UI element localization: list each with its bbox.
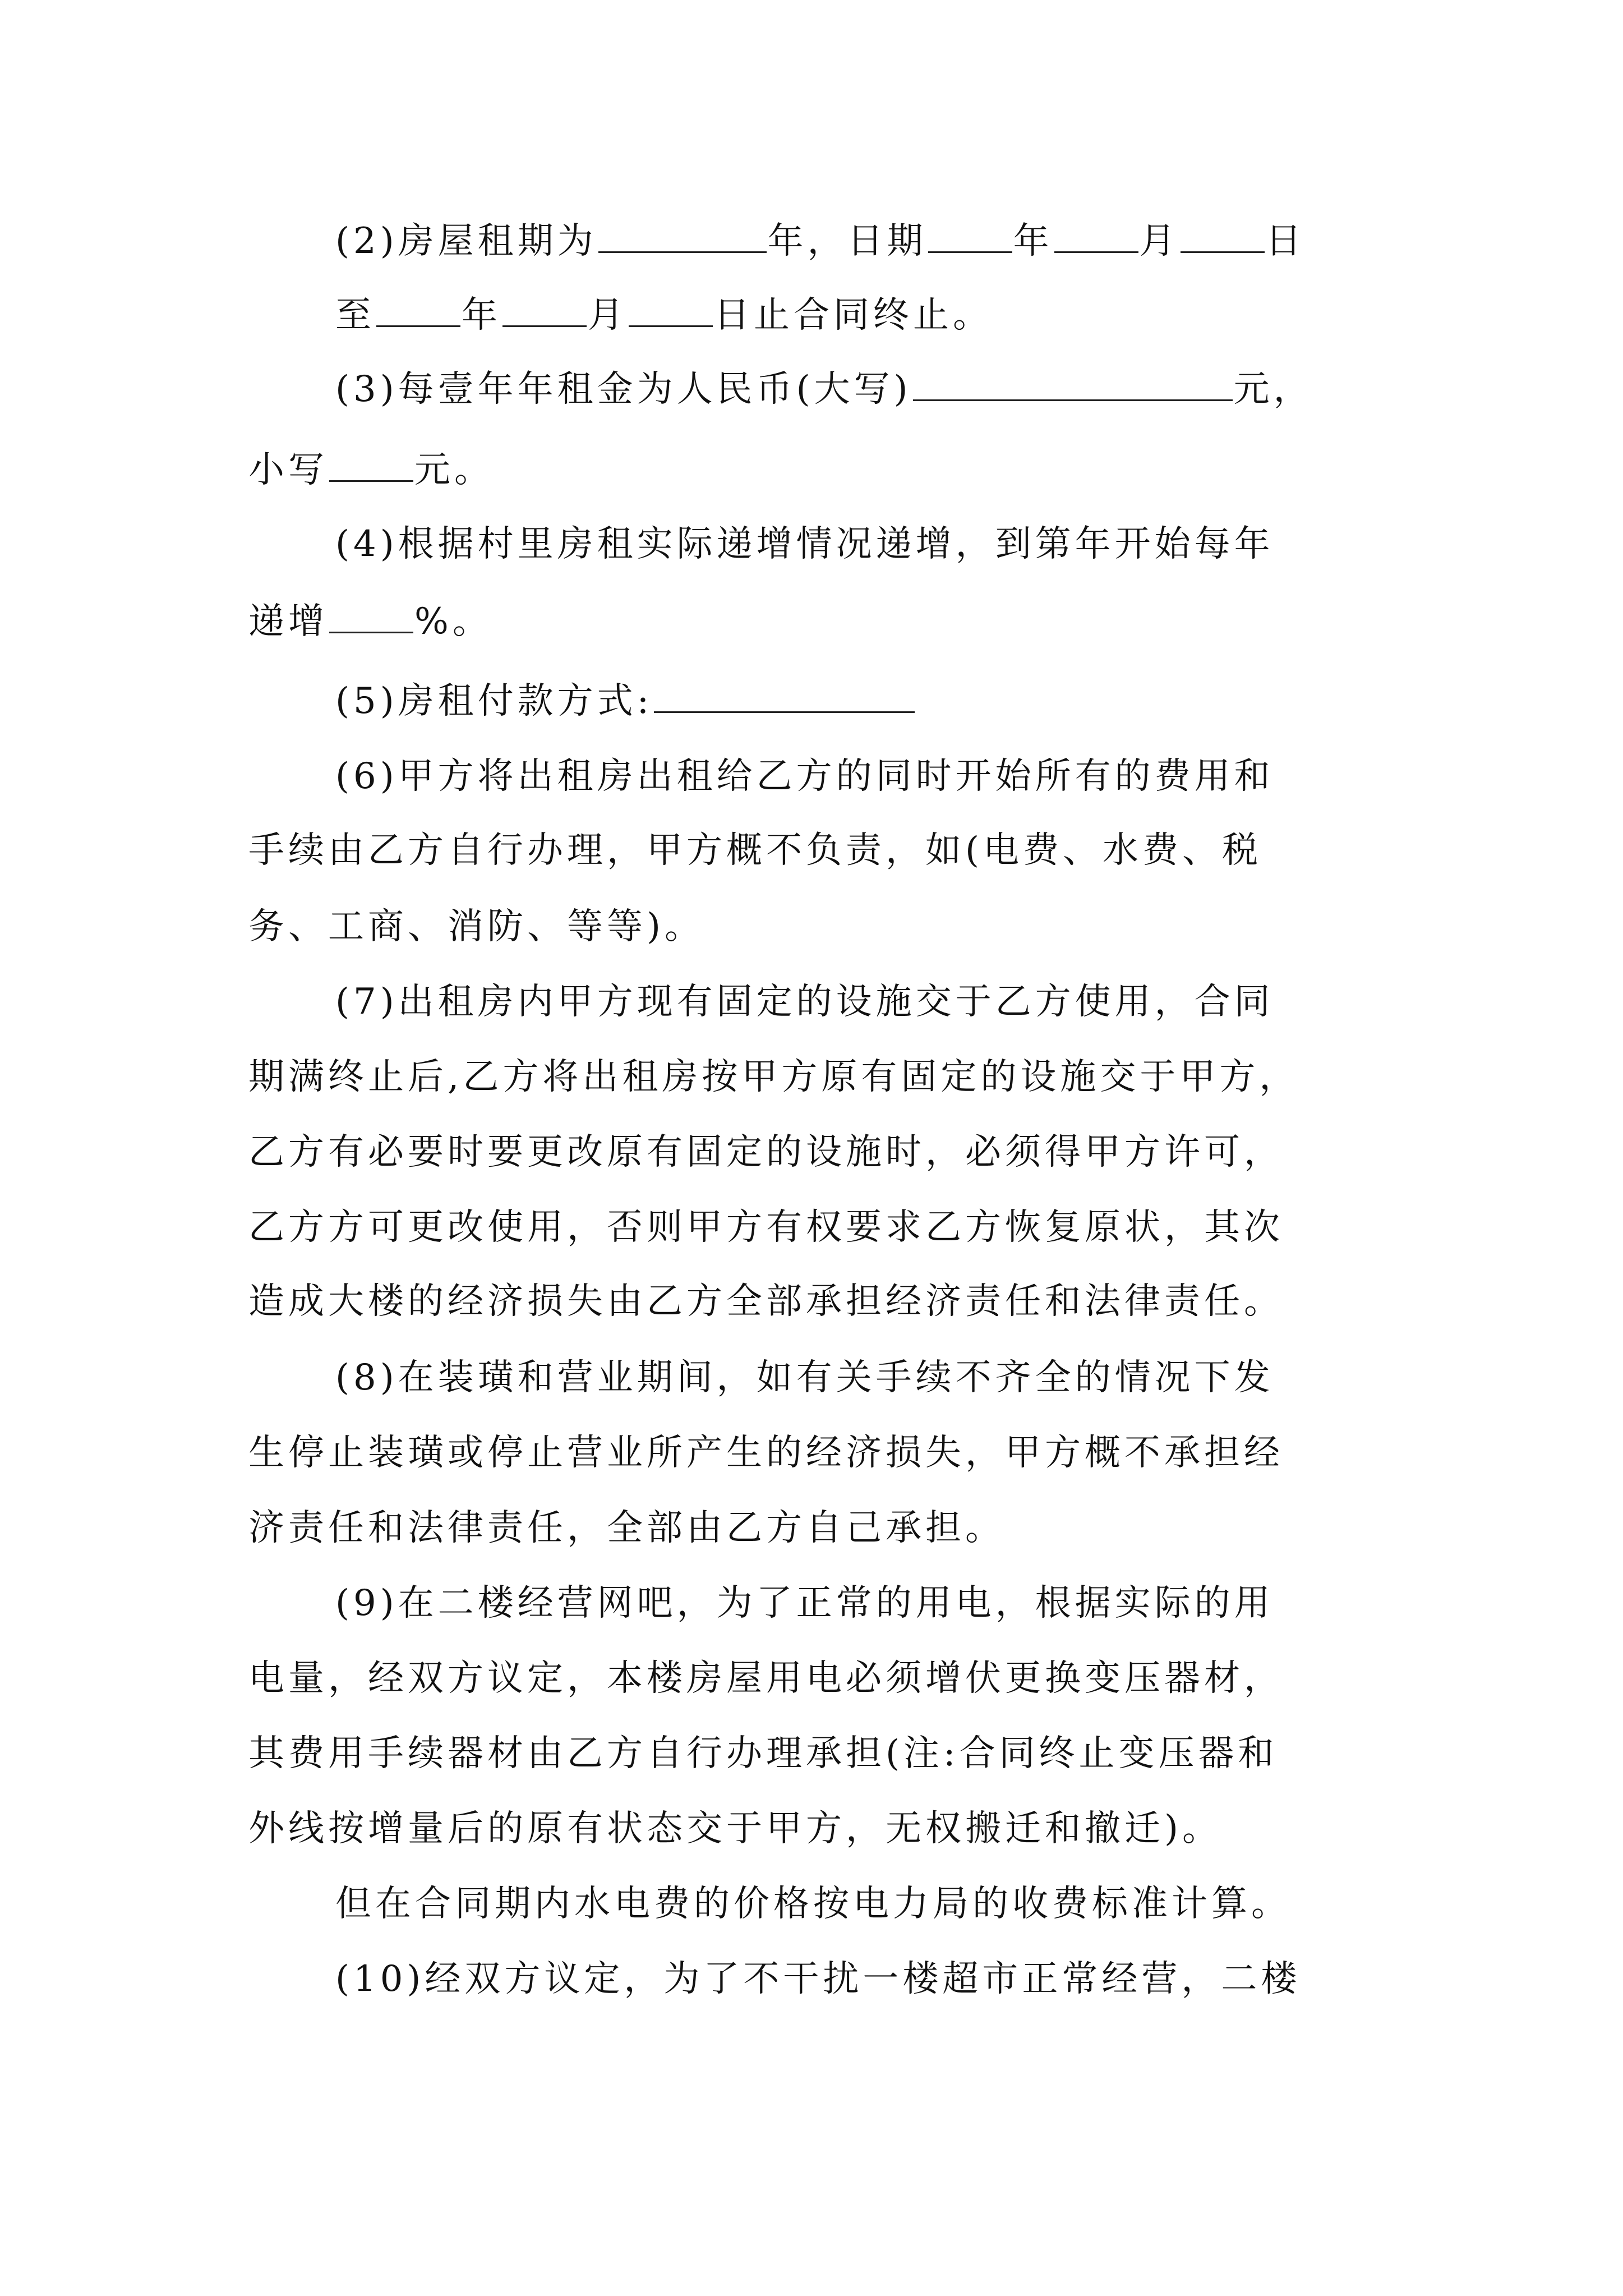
clause-9-line-1: [335, 1575, 1274, 1631]
clause-7-line-4: [248, 1199, 1284, 1255]
text-segment: (5)房租付款方式:: [335, 680, 653, 722]
text-segment: 小写: [248, 449, 328, 491]
text-segment: (6)甲方将出租房出租给乙方的同时开始所有的费用和: [335, 756, 1274, 797]
clause-9-line-4: [248, 1801, 1222, 1857]
text-segment: 年: [462, 295, 501, 336]
clause-9-line-3: [248, 1726, 1278, 1782]
clause-8-line-2: [248, 1425, 1284, 1481]
clause-4-line-2: [248, 593, 492, 650]
text-segment: 生停止装璜或停止营业所产生的经济损失，甲方概不承担经: [248, 1432, 1284, 1474]
text-segment: (10)经双方议定，为了不干扰一楼超市正常经营，二楼: [335, 1958, 1301, 2000]
text-segment: 乙方方可更改使用，否则甲方有权要求乙方恢复原状，其次: [248, 1207, 1284, 1248]
text-segment: (4)根据村里房租实际递增情况递增，到第年开始每年: [335, 523, 1274, 565]
fill-blank-start-year[interactable]: [928, 217, 1012, 253]
clause-3-line-1: [335, 361, 1313, 417]
text-segment: 至: [335, 295, 375, 336]
clause-8-line-3: [248, 1500, 1005, 1556]
clause-3-line-2: [248, 442, 494, 498]
text-segment: 年: [1013, 220, 1053, 262]
text-segment: 外线按增量后的原有状态交于甲方，无权搬迁和撤迁)。: [248, 1808, 1222, 1849]
text-segment: 手续由乙方自行办理，甲方概不负责，如(电费、水费、税: [248, 830, 1262, 871]
text-segment: 务、工商、消防、等等)。: [248, 906, 704, 947]
fill-blank-end-month[interactable]: [502, 291, 587, 327]
fill-blank-end-year[interactable]: [376, 291, 460, 327]
text-segment: (8)在装璜和营业期间，如有关手续不齐全的情况下发: [335, 1357, 1274, 1398]
text-segment: 元，: [1233, 369, 1313, 410]
fill-blank-rent-uppercase[interactable]: [913, 365, 1233, 401]
clause-2-line-1: [335, 213, 1306, 269]
text-segment: (3)每壹年年租金为人民币(大写): [335, 369, 912, 410]
text-segment: %。: [414, 601, 492, 642]
clause-10-line-1: [335, 1951, 1301, 2007]
clause-7-line-5: [248, 1273, 1284, 1329]
text-segment: (9)在二楼经营网吧，为了正常的用电，根据实际的用: [335, 1582, 1274, 1624]
text-segment: 济责任和法律责任，全部由乙方自己承担。: [248, 1507, 1005, 1549]
text-segment: 但在合同期内水电费的价格按电力局的收费标准计算。: [335, 1883, 1291, 1925]
fill-blank-lease-years[interactable]: [598, 217, 767, 253]
text-segment: (7)出租房内甲方现有固定的设施交于乙方使用，合同: [335, 981, 1274, 1023]
text-segment: 日: [1265, 220, 1306, 262]
text-segment: 期满终止后,乙方将出租房按甲方原有固定的设施交于甲方，: [248, 1056, 1299, 1098]
text-segment: 年，日期: [767, 220, 927, 262]
text-segment: 月: [588, 295, 628, 336]
clause-8-line-1: [335, 1350, 1274, 1406]
clause-6-line-2: [248, 822, 1262, 878]
fill-blank-payment-method[interactable]: [654, 677, 915, 713]
clause-4-line-1: [335, 516, 1274, 572]
clause-5-line-1: [335, 673, 916, 729]
fill-blank-rent-lowercase[interactable]: [329, 445, 413, 482]
fill-blank-end-day[interactable]: [629, 291, 713, 327]
text-segment: 月: [1139, 220, 1179, 262]
fill-blank-start-month[interactable]: [1054, 217, 1138, 253]
clause-9-note-line: [335, 1876, 1291, 1932]
text-segment: 日止合同终止。: [714, 295, 993, 336]
text-segment: 造成大楼的经济损失由乙方全部承担经济责任和法律责任。: [248, 1281, 1284, 1322]
clause-2-line-2: [335, 287, 993, 343]
text-segment: 元。: [414, 449, 494, 491]
fill-blank-start-day[interactable]: [1181, 217, 1265, 253]
clause-7-line-1: [335, 974, 1274, 1030]
fill-blank-increase-percent[interactable]: [329, 597, 413, 633]
text-segment: 其费用手续器材由乙方自行办理承担(注:合同终止变压器和: [248, 1733, 1278, 1774]
text-segment: 电量，经双方议定，本楼房屋用电必须增伏更换变压器材，: [248, 1658, 1284, 1699]
clause-9-line-2: [248, 1650, 1284, 1706]
clause-7-line-2: [248, 1049, 1299, 1105]
clause-7-line-3: [248, 1124, 1284, 1180]
text-segment: 乙方有必要时要更改原有固定的设施时，必须得甲方许可，: [248, 1131, 1284, 1173]
text-segment: 递增: [248, 601, 328, 642]
clause-6-line-1: [335, 748, 1274, 804]
text-segment: (2)房屋租期为: [335, 220, 597, 262]
clause-6-line-3: [248, 899, 704, 955]
